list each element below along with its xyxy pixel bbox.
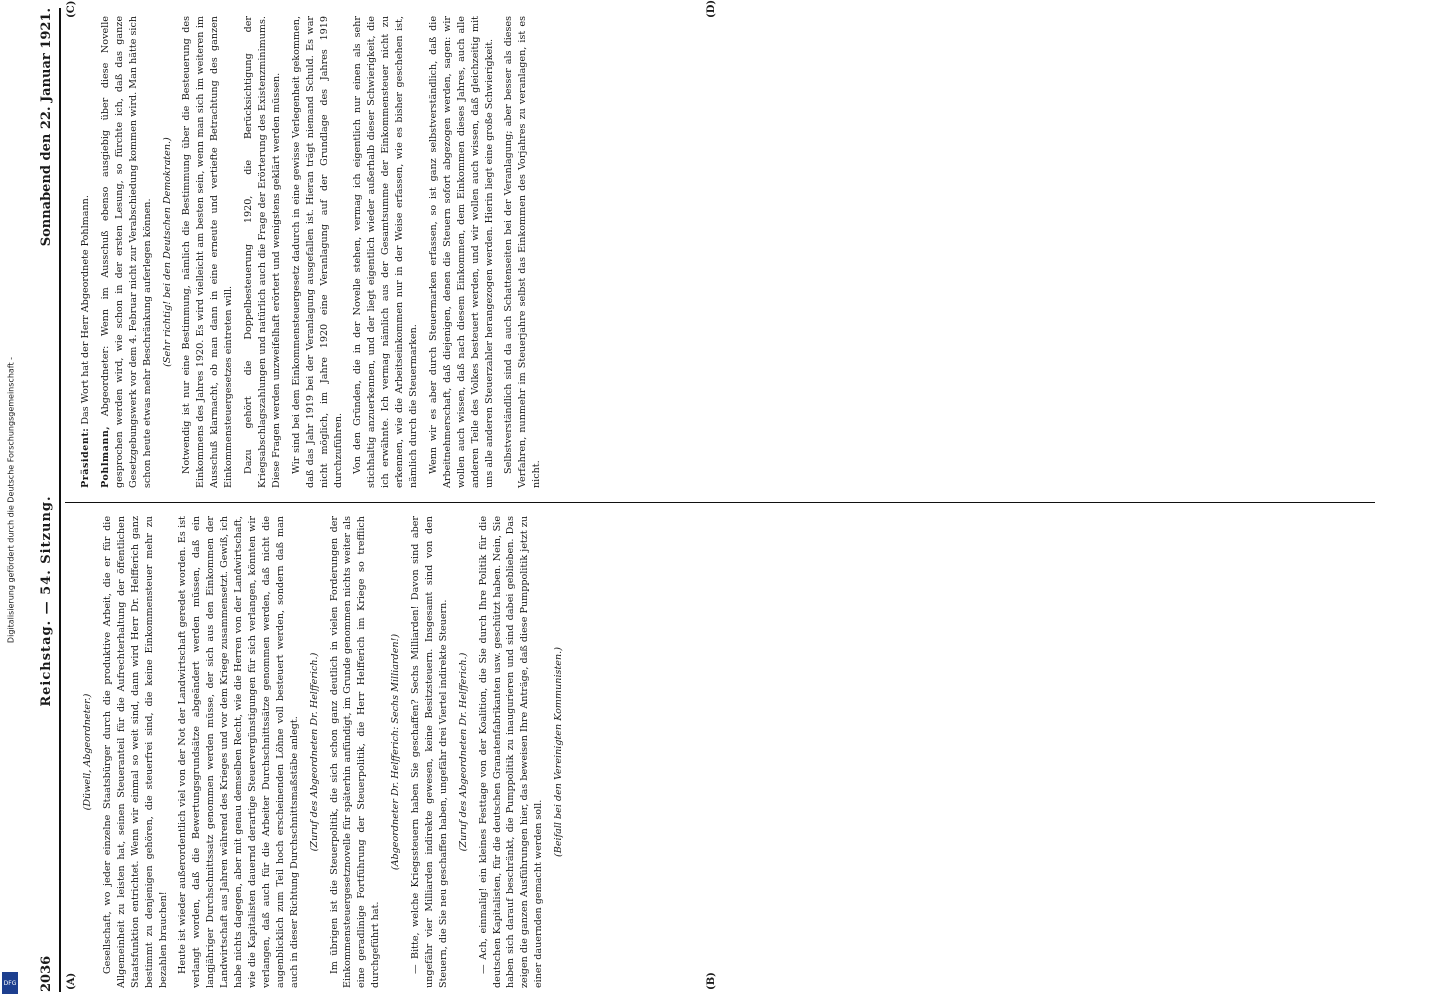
speaker-name: Präsident: xyxy=(80,427,91,488)
column-divider xyxy=(65,502,1375,503)
digitization-sidebar xyxy=(0,0,22,1000)
stage-direction: (Abgeordneter Dr. Helfferich: Sechs Milliarden!) xyxy=(390,633,402,871)
speech-paragraph: Wenn wir es aber durch Steuermarken erfassen, so ist ganz selbstverständlich, daß die Arbeitnehmerschaft, daß diejenigen, denen die Steuern sofort abgezogen werden, sagen: wir wollen auch wissen, daß nach diesem Einkommen, dem Einkommen dieses Jahres, auch alle anderen Teile des Volkes besteuert werden, und wir wollen auch wissen, daß gleichzeitig mit uns alle anderen Steuerzahler herangezogen werden. Hierin liegt eine große Schwierigkeit. xyxy=(427,16,495,488)
speech-paragraph: Selbstverständlich sind da auch Schattenseiten bei der Veranlagung; aber besser als dieses Verfahren, nunmehr im Steuerjahre selbst das Einkommen des Vorjahres zu veranlagen, ist es nicht. xyxy=(503,16,543,488)
stage-direction: (Düwell, Abgeordneter.) xyxy=(82,693,93,811)
stage-direction: (Zuruf des Abgeordneten Dr. Helfferich.) xyxy=(308,652,320,852)
margin-mark-a: (A) xyxy=(66,972,77,990)
speech-paragraph xyxy=(79,16,93,488)
speech-paragraph: — Ach, einmalig! ein kleines Festtage von der Koalition, die Sie durch Ihre Politik für die deutschen Kapitalisten, für die deutschen Granatenfabrikanten usw. geschützt haben. Nein, Sie haben sich darauf beschränkt, die Pumppolitik zu inaugurieren und sind dabei geblieben. Das zeigen die ganzen Ausführungen hier, das beweisen Ihre Anträge, daß diese Pumppolitik jetzt zu einer dauernden gemacht werden soll. xyxy=(477,516,545,988)
speech-paragraph xyxy=(99,16,155,488)
dfg-logo: DFG xyxy=(2,972,18,994)
speech-paragraph: Gesellschaft, wo jeder einzelne Staatsbürger durch die produktive Arbeit, die er für die Allgemeinheit zu leisten hat, seinen Steueranteil für die Aufrechterhaltung der öffentlichen Staatsfunktion entrichtet. Wenn wir einmal so weit sind, dann wird Herr Dr. Helfferich ganz bestimmt zu denjenigen gehören, die steuerfrei sind, die keine Einkommensteuer mehr zu bezahlen brauchen! xyxy=(101,516,169,988)
speech-text: Abgeordneter: Wenn im Ausschuß ebenso ausgiebig über diese Novelle gesprochen werden wird, wie schon in der ersten Lesung, so fürchte ich, daß das ganze Gesetzgebungswerk vor dem 4. Februar nicht zur Verabschiedung kommen wird. Man hätte sich schon heute etwas mehr Beschränkung auferlegen können. xyxy=(99,16,153,488)
session-date: Sonnabend den 22. Januar 1921. xyxy=(38,8,54,247)
speech-paragraph: — Bitte, welche Kriegssteuern haben Sie geschaffen? Sechs Milliarden! Davon sind aber ungefähr vier Milliarden indirekte gewesen, keine Besitzsteuern. Insgesamt sind von den Steuern, die Sie neu geschaffen haben, ungefähr drei Viertel indirekte Steuern. xyxy=(410,516,449,988)
margin-mark-c: (C) xyxy=(66,0,77,18)
digitization-credit: Digitalisierung gefördert durch die Deutsche Forschungsgemeinschaft - xyxy=(6,356,16,644)
margin-mark-b: (B) xyxy=(706,972,717,990)
stage-direction: (Beifall bei den Vereinigten Kommunisten.) xyxy=(553,647,565,857)
speaker-name: Pohlmann, xyxy=(99,425,111,488)
page-header xyxy=(33,8,61,992)
speech-paragraph: Notwendig ist nur eine Bestimmung, nämlich die Bestimmung über die Besteuerung des Einkommens des Jahres 1920. Es wird vielleicht am besten sein, wenn man sich im weiteren im Ausschuß klarmacht, ob man dann in eine erneute und vertiefte Betrachtung des ganzen Einkommensteuergesetzes eintreten will. xyxy=(181,16,235,488)
left-column xyxy=(65,516,1385,988)
right-column xyxy=(65,0,1385,488)
rotated-document xyxy=(23,0,1403,1000)
speech-paragraph: Dazu gehört die Doppelbesteuerung 1920, die Berücksichtigung der Kriegsabschlagszahlungen und natürlich auch die Frage der Erörterung des Existenzminimums. Diese Fragen werden unzweifelhaft erörtert und wenigstens geklärt werden müssen. xyxy=(243,16,282,488)
speech-paragraph: Von den Gründen, die in der Novelle stehen, vermag ich eigentlich nur einen als sehr stichhaltig anzuerkennen, und der liegt eigentlich wieder außerhalb dieser Schwierigkeit, die ich erwähnte. Ich vermag nämlich aus der Gesamtsumme der Einkommensteuer nicht zu erkennen, wie die Arbeitseinkommen nur in der Weise erfassen, wie es bisher geschehen ist, nämlich durch die Steuermarken. xyxy=(352,16,420,488)
margin-mark-d: (D) xyxy=(706,0,717,18)
speech-text: Das Wort hat der Herr Abgeordnete Pohlmann. xyxy=(80,195,91,425)
session-title: Reichstag. — 54. Sitzung. xyxy=(38,495,54,707)
page-number: 2036 xyxy=(38,955,54,992)
stage-direction: (Sehr richtig! bei den Deutschen Demokraten.) xyxy=(161,137,173,367)
speech-paragraph: Im übrigen ist die Steuerpolitik, die sich schon ganz deutlich in vielen Forderungen der Einkommensteuergesetznovelle für späterhin anfündigt, im Grunde genommen nichts weiter als eine geradlinige Fortführung der Steuerpolitik, die Herr Helfferich im Kriege so trefflich durchgeführt hat. xyxy=(328,516,382,988)
stage-direction: (Zuruf des Abgeordneten Dr. Helfferich.) xyxy=(457,652,469,852)
speech-paragraph: Heute ist wieder außerordentlich viel von der Not der Landwirtschaft geredet worden. Es ist verlangt worden, daß die Bewertungsgrundsätze abgeändert werden müssen, daß ein langjähriger Durchschnittssatz genommen werden müsse, der sich aus den Einkommen der Landwirtschaft aus Jahren während des Krieges und vor dem Kriege zusammensetzt. Gewiß, ich habe nichts dagegen, aber mit genau demselben Recht, wie die Herren von der Landwirtschaft, wie die Kapitalisten dauernd derartige Steuervergünstigungen für sich verlangen, könnten wir verlangen, daß auch für die Arbeiter Durchschnittssätze genommen werden, daß nicht die augenblicklich zum Teil hoch erscheinenden Löhne voll besteuert werden, sondern daß man auch in dieser Richtung Durchschnittsmaßstäbe anlegt. xyxy=(177,516,300,988)
speech-paragraph: Wir sind bei dem Einkommensteuergesetz dadurch in eine gewisse Verlegenheit gekommen, daß das Jahr 1919 bei der Veranlagung ausgefallen ist. Hieran trägt niemand Schuld. Es war nicht möglich, im Jahre 1920 eine Veranlagung auf der Grundlage des Jahres 1919 durchzuführen. xyxy=(290,16,344,488)
